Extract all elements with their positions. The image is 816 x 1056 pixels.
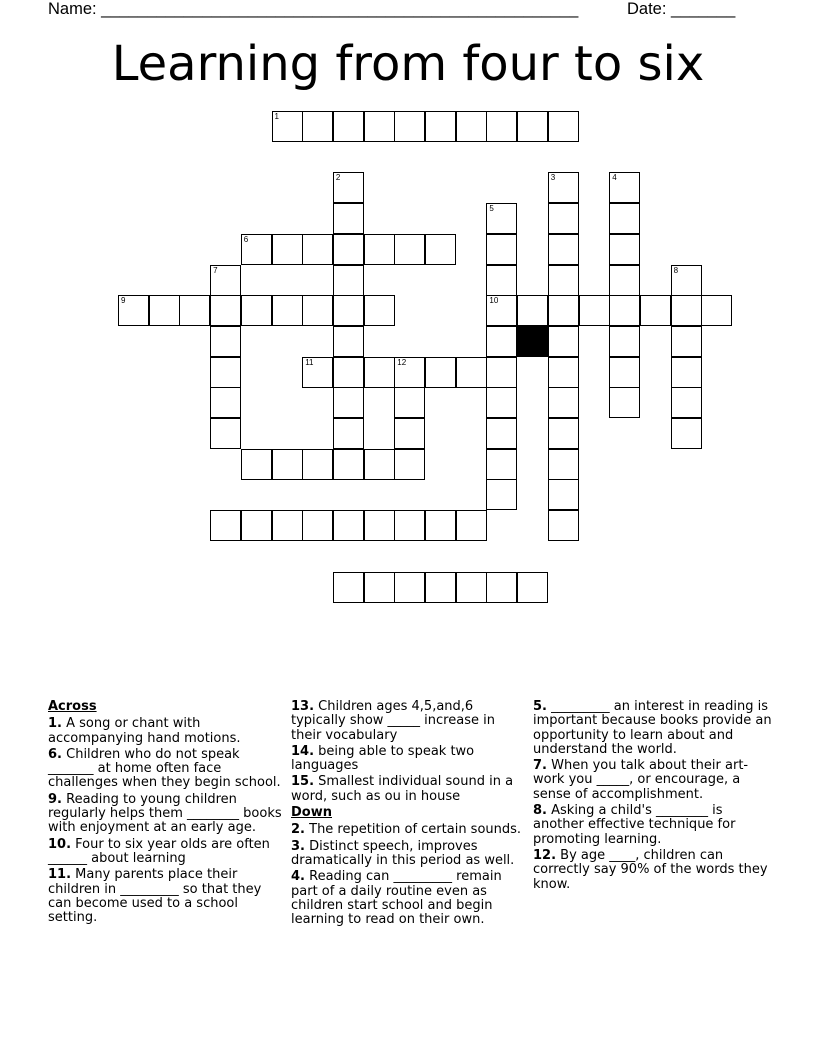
grid-cell[interactable] [671, 295, 702, 326]
grid-cell[interactable] [425, 111, 456, 142]
grid-cell[interactable] [364, 357, 395, 388]
grid-cell[interactable] [548, 357, 579, 388]
grid-cell[interactable] [609, 357, 640, 388]
grid-cell[interactable] [333, 572, 364, 603]
grid-cell[interactable] [333, 265, 364, 296]
grid-cell[interactable] [548, 172, 579, 203]
grid-cell[interactable] [486, 265, 517, 296]
grid-cell[interactable] [302, 234, 333, 265]
grid-cell[interactable] [548, 295, 579, 326]
grid-cell[interactable] [548, 418, 579, 449]
grid-cell[interactable] [548, 265, 579, 296]
grid-cell[interactable] [394, 357, 425, 388]
grid-cell[interactable] [364, 449, 395, 480]
grid-cell[interactable] [609, 203, 640, 234]
cell-number: 12 [397, 357, 407, 367]
grid-cell[interactable] [579, 295, 610, 326]
date-field[interactable]: Date: _______ [627, 0, 736, 18]
clue-down-2: 2. The repetition of certain sounds. [291, 822, 522, 838]
grid-cell[interactable] [210, 510, 241, 541]
grid-cell[interactable] [272, 234, 303, 265]
grid-cell[interactable] [333, 449, 364, 480]
down-heading: Down [291, 805, 332, 821]
clues-column-2 [291, 700, 523, 929]
clues-column-3 [533, 700, 773, 894]
clue-across-14: 14. being able to speak two languages [291, 743, 475, 774]
grid-cell[interactable] [609, 295, 640, 326]
grid-cell[interactable] [486, 326, 517, 357]
clues-column-1 [48, 700, 284, 927]
clue-across-9: 9. Reading to young children regularly helps them ________ books with enjoyment at an early age. [48, 791, 282, 836]
grid-cell[interactable] [333, 510, 364, 541]
grid-cell[interactable] [210, 357, 241, 388]
grid-cell[interactable] [394, 111, 425, 142]
clue-across-13: 13. Children ages 4,5,and,6 typically show _____ increase in their vocabulary [291, 699, 495, 743]
grid-cell[interactable] [302, 111, 333, 142]
grid-cell-black [517, 326, 548, 357]
grid-cell[interactable] [517, 111, 548, 142]
grid-cell[interactable] [364, 510, 395, 541]
grid-cell[interactable] [394, 418, 425, 449]
grid-cell[interactable] [425, 357, 456, 388]
clue-across-10: 10. Four to six year olds are often ______ about learning [48, 836, 270, 866]
grid-cell[interactable] [394, 572, 425, 603]
grid-cell[interactable] [671, 387, 702, 418]
grid-cell[interactable] [364, 295, 395, 326]
grid-cell[interactable] [486, 357, 517, 388]
page-title: Learning from four to six [111, 36, 705, 92]
grid-cell[interactable] [486, 449, 517, 480]
grid-cell[interactable] [548, 387, 579, 418]
grid-cell[interactable] [394, 510, 425, 541]
grid-cell[interactable] [333, 387, 364, 418]
grid-cell[interactable] [333, 111, 364, 142]
grid-cell[interactable] [333, 357, 364, 388]
grid-cell[interactable] [486, 572, 517, 603]
grid-cell[interactable] [548, 234, 579, 265]
grid-cell[interactable] [425, 572, 456, 603]
clue-across-11: 11. Many parents place their children in _________ so that they can become used to a school setting. [48, 867, 262, 926]
grid-cell[interactable] [548, 203, 579, 234]
grid-cell[interactable] [425, 510, 456, 541]
clue-across-6: 6. Children who do not speak _______ at home often face challenges when they begin school. [48, 746, 281, 791]
grid-cell[interactable] [302, 449, 333, 480]
cell-number: 8 [673, 265, 679, 275]
grid-cell[interactable] [671, 265, 702, 296]
grid-cell[interactable] [241, 449, 272, 480]
name-field[interactable]: Name: ____________________________________________________ [48, 0, 579, 18]
grid-cell[interactable] [272, 111, 303, 142]
grid-cell[interactable] [364, 234, 395, 265]
grid-cell[interactable] [548, 326, 579, 357]
cell-number: 4 [612, 173, 617, 183]
grid-cell[interactable] [486, 418, 517, 449]
cell-number: 3 [550, 173, 556, 183]
grid-cell[interactable] [394, 234, 425, 265]
grid-cell[interactable] [118, 295, 149, 326]
grid-cell[interactable] [272, 510, 303, 541]
grid-cell[interactable] [671, 326, 702, 357]
clue-down-5: 5. _________ an interest in reading is important because books provide an opportunity to learn about and understand the world. [533, 699, 772, 757]
across-heading: Across [48, 699, 97, 714]
grid-cell[interactable] [302, 295, 333, 326]
grid-cell[interactable] [548, 111, 579, 142]
grid-cell[interactable] [210, 387, 241, 418]
grid-cell[interactable] [456, 572, 487, 603]
grid-cell[interactable] [486, 479, 517, 510]
grid-cell[interactable] [333, 203, 364, 234]
grid-cell[interactable] [210, 265, 241, 296]
grid-cell[interactable] [548, 479, 579, 510]
cell-number: 5 [489, 204, 494, 214]
grid-cell[interactable] [486, 387, 517, 418]
cell-number: 11 [305, 357, 314, 367]
grid-cell[interactable] [394, 449, 425, 480]
grid-cell[interactable] [210, 326, 241, 357]
grid-cell[interactable] [456, 111, 487, 142]
grid-cell[interactable] [486, 203, 517, 234]
clue-across-1: 1. A song or chant with accompanying hand motions. [48, 716, 241, 746]
cell-number: 10 [489, 296, 499, 306]
grid-cell[interactable] [302, 510, 333, 541]
cell-number: 7 [213, 265, 218, 275]
grid-cell[interactable] [272, 295, 303, 326]
clue-across-15: 15. Smallest individual sound in a word, such as ou in house [291, 774, 514, 804]
grid-cell[interactable] [701, 295, 732, 326]
grid-cell[interactable] [333, 172, 364, 203]
cell-number: 1 [274, 112, 279, 121]
grid-cell[interactable] [548, 510, 579, 541]
grid-cell[interactable] [609, 172, 640, 203]
cell-number: 6 [243, 234, 249, 244]
clue-down-12: 12. By age ____, children can correctly say 90% of the words they know. [533, 847, 768, 892]
grid-cell[interactable] [333, 326, 364, 357]
grid-cell[interactable] [517, 572, 548, 603]
grid-cell[interactable] [241, 510, 272, 541]
grid-cell[interactable] [333, 295, 364, 326]
grid-cell[interactable] [456, 357, 487, 388]
clue-down-8: 8. Asking a child's ________ is another effective technique for promoting learning. [533, 803, 736, 847]
grid-cell[interactable] [241, 295, 272, 326]
grid-cell[interactable] [609, 326, 640, 357]
grid-cell[interactable] [272, 449, 303, 480]
grid-cell[interactable] [364, 111, 395, 142]
grid-cell[interactable] [456, 510, 487, 541]
grid-cell[interactable] [609, 265, 640, 296]
clue-down-4: 4. Reading can _________ remain part of a daily routine even as children start school and begin learning to read on their own. [291, 869, 502, 928]
grid-cell[interactable] [364, 572, 395, 603]
grid-cell[interactable] [609, 234, 640, 265]
grid-cell[interactable] [671, 418, 702, 449]
grid-cell[interactable] [609, 387, 640, 418]
cell-number: 9 [121, 296, 126, 306]
grid-cell[interactable] [149, 295, 180, 326]
clue-down-3: 3. Distinct speech, improves dramatically in this period as well. [291, 838, 515, 868]
grid-cell[interactable] [333, 418, 364, 449]
grid-cell[interactable] [302, 357, 333, 388]
grid-cell[interactable] [671, 357, 702, 388]
grid-cell[interactable] [486, 295, 517, 326]
grid-cell[interactable] [210, 418, 241, 449]
grid-cell[interactable] [640, 295, 671, 326]
grid-cell[interactable] [548, 449, 579, 480]
grid-cell[interactable] [394, 387, 425, 418]
grid-cell[interactable] [486, 111, 517, 142]
cell-number: 2 [335, 173, 341, 183]
grid-cell[interactable] [179, 295, 210, 326]
grid-cell[interactable] [210, 295, 241, 326]
grid-cell[interactable] [517, 295, 548, 326]
grid-cell[interactable] [333, 234, 364, 265]
grid-cell[interactable] [425, 234, 456, 265]
grid-cell[interactable] [241, 234, 272, 265]
grid-cell[interactable] [486, 234, 517, 265]
clue-down-7: 7. When you talk about their art-work you _____, or encourage, a sense of accomplishment. [533, 758, 749, 802]
